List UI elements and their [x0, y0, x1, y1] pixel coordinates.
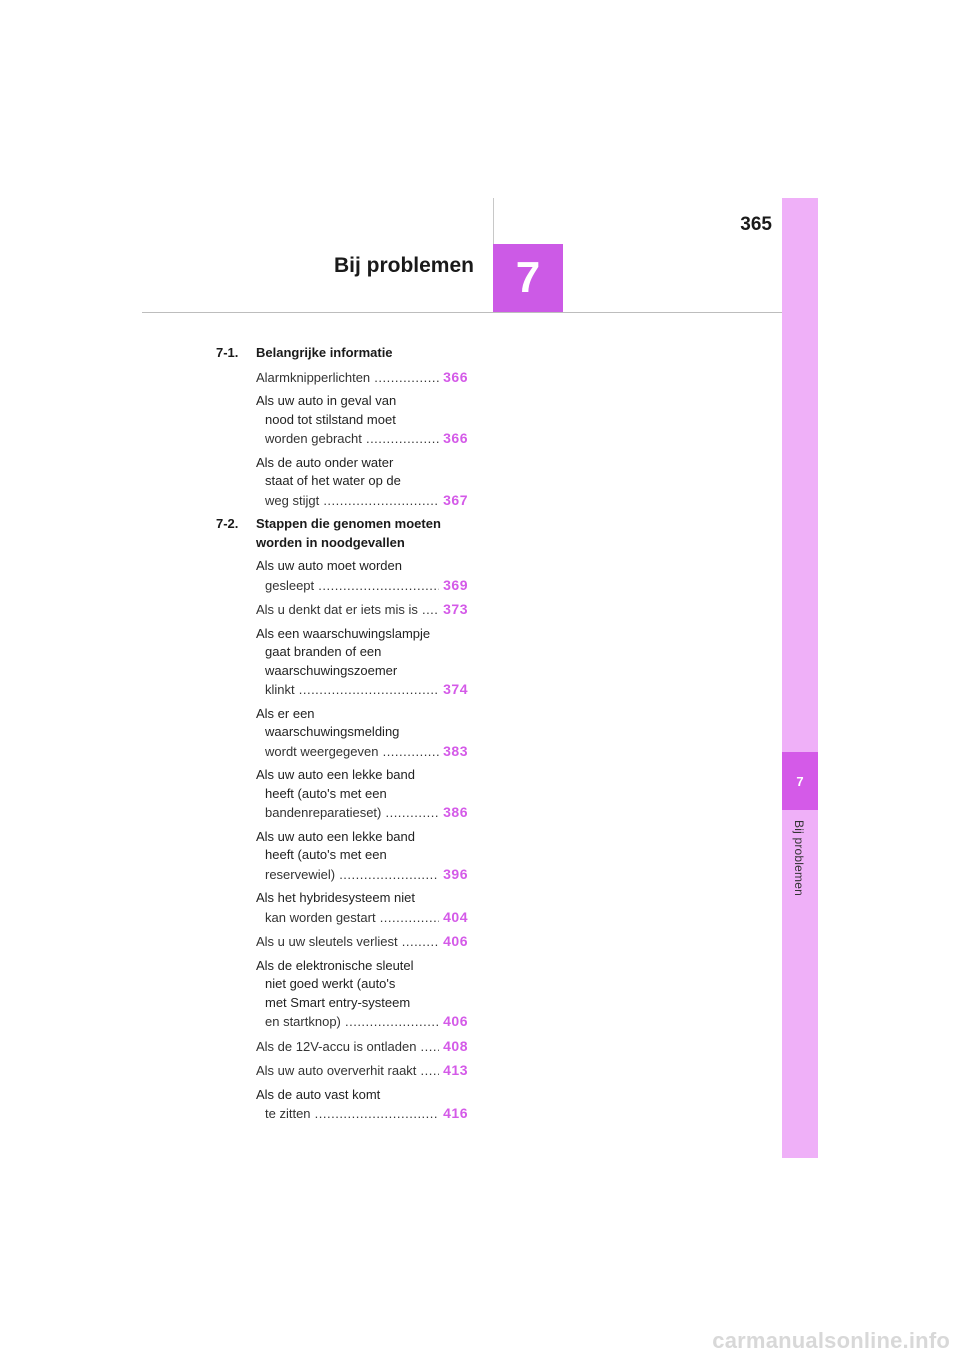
toc-entry-text: weg stijgt .....	[265, 492, 439, 511]
toc-entry-text: wordt weergegeven .....	[265, 743, 439, 762]
toc-page-link[interactable]: 413	[443, 1062, 468, 1078]
chapter-number-box: 7	[493, 244, 563, 312]
toc-entry-last-line	[256, 600, 468, 620]
toc-entry-text: waarschuwingsmelding	[265, 724, 400, 739]
toc-entry-text: worden gebracht .....	[265, 430, 439, 449]
toc-entry-text: Als uw auto een lekke band	[256, 767, 415, 782]
toc-entry-text: te zitten .....	[265, 1105, 439, 1124]
toc-entry-last-line	[256, 368, 468, 388]
toc-entry-last-line	[256, 576, 468, 596]
toc-entry-text: Als uw auto een lekke band	[256, 828, 415, 844]
side-tab-chapter-label: Bij problemen	[792, 820, 806, 896]
toc-entry[interactable]	[216, 368, 468, 388]
toc-entry-text: Alarmknipperlichten .....	[256, 369, 439, 388]
toc-page-link[interactable]: 366	[443, 368, 468, 385]
toc-entry-last-line	[256, 1012, 468, 1032]
toc-entry[interactable]	[216, 1061, 468, 1081]
toc-entry-text: heeft (auto's met een	[265, 785, 387, 801]
toc-page-link[interactable]: 406	[443, 933, 468, 949]
toc-section-number: 7-2.	[216, 516, 239, 531]
toc-entry-text: niet goed werkt (auto's	[265, 976, 396, 991]
toc-entry-text: waarschuwingszoemer	[265, 662, 398, 678]
toc-entry[interactable]	[216, 1086, 468, 1124]
toc-entry[interactable]	[216, 600, 468, 620]
toc-entry-text: staat of het water op de	[265, 473, 401, 488]
toc-page-link[interactable]: 404	[443, 908, 468, 925]
toc-section-number: 7-1.	[216, 345, 239, 360]
side-tab-chapter-number[interactable]: 7	[782, 752, 818, 810]
toc-entry-last-line	[256, 865, 468, 885]
toc-page-link[interactable]: 408	[443, 1037, 468, 1054]
toc-section-title: Belangrijke informatie	[256, 345, 393, 360]
side-tab-strip	[782, 198, 818, 1158]
toc-entry-last-line	[256, 680, 468, 700]
toc-page-link[interactable]: 373	[443, 601, 468, 617]
toc-entry-text: Als de 12V-accu is ontladen .....	[256, 1038, 439, 1057]
toc-entry-last-line	[256, 1037, 468, 1057]
toc-entry-text: Als uw auto oververhit raakt .....	[256, 1062, 439, 1081]
toc-entry[interactable]	[216, 828, 468, 885]
toc-entry[interactable]	[216, 705, 468, 762]
toc-page-link[interactable]: 367	[443, 491, 468, 508]
toc-entry-last-line	[256, 932, 468, 952]
toc-entry-text: Als de auto onder water	[256, 454, 394, 470]
toc-entry-text: met Smart entry-systeem	[265, 994, 411, 1010]
toc-entry-text: Als uw auto in geval van	[256, 393, 397, 408]
toc-page-link[interactable]: 406	[443, 1013, 468, 1029]
toc-entry[interactable]	[216, 766, 468, 823]
toc-entry-last-line	[256, 803, 468, 823]
toc-page-link[interactable]: 366	[443, 430, 468, 446]
toc-entry-text: Als een waarschuwingslampje	[256, 625, 431, 641]
toc-entry-text: reservewiel) .....	[265, 866, 439, 885]
toc-page-link[interactable]: 416	[443, 1105, 468, 1121]
toc-entry-last-line	[256, 908, 468, 928]
toc-entry-text: kan worden gestart .....	[265, 909, 439, 928]
toc-entry-text: Als u uw sleutels verliest .....	[256, 933, 439, 952]
toc-entry-text: gesleept .....	[265, 577, 439, 596]
toc-entry[interactable]	[216, 889, 468, 927]
toc-entry-last-line	[256, 429, 468, 449]
toc-page-link[interactable]: 374	[443, 681, 468, 697]
chapter-divider-line	[493, 198, 494, 244]
toc-entry-text: gaat branden of een	[265, 644, 382, 659]
toc-entry-text: bandenreparatieset) .....	[265, 804, 439, 823]
toc-entry-text: Als de auto vast komt	[256, 1086, 381, 1102]
watermark: carmanualsonline.info	[712, 1328, 950, 1353]
toc-entry-text: nood tot stilstand moet	[265, 411, 396, 427]
toc-entry[interactable]	[216, 625, 468, 700]
toc-entry-last-line	[256, 1104, 468, 1124]
toc-entry-text: Als u denkt dat er iets mis is .....	[256, 601, 439, 620]
toc-page-link[interactable]: 396	[443, 865, 468, 882]
toc-entry-text: Als uw auto moet worden	[256, 558, 402, 573]
toc-page-link[interactable]: 383	[443, 742, 468, 759]
toc-entry-text: Als het hybridesysteem niet	[256, 890, 415, 905]
toc-entry[interactable]	[216, 932, 468, 952]
toc-entry[interactable]	[216, 1037, 468, 1057]
toc-section-heading	[216, 344, 468, 363]
chapter-title: Bij problemen	[333, 254, 474, 277]
toc-page-link[interactable]: 369	[443, 576, 468, 593]
toc-entry[interactable]	[216, 454, 468, 511]
toc-entry-text: klinkt .....	[265, 681, 439, 700]
toc-entry-text: Als er een	[256, 705, 315, 721]
header-rule	[142, 312, 782, 313]
toc-entry[interactable]	[216, 557, 468, 595]
table-of-contents	[216, 344, 468, 1129]
toc-entry-last-line	[256, 491, 468, 511]
toc-entry-text: en startknop) .....	[265, 1013, 439, 1032]
toc-entry[interactable]	[216, 392, 468, 449]
toc-entry[interactable]	[216, 957, 468, 1032]
toc-section-heading	[216, 515, 468, 552]
toc-section-title: Stappen die genomen moeten worden in noodgevallen	[256, 516, 441, 550]
toc-entry-last-line	[256, 742, 468, 762]
toc-entry-text: Als de elektronische sleutel	[256, 957, 414, 973]
toc-entry-text: heeft (auto's met een	[265, 847, 387, 862]
toc-entry-last-line	[256, 1061, 468, 1081]
page-number: 365	[740, 214, 772, 235]
toc-page-link[interactable]: 386	[443, 804, 468, 820]
